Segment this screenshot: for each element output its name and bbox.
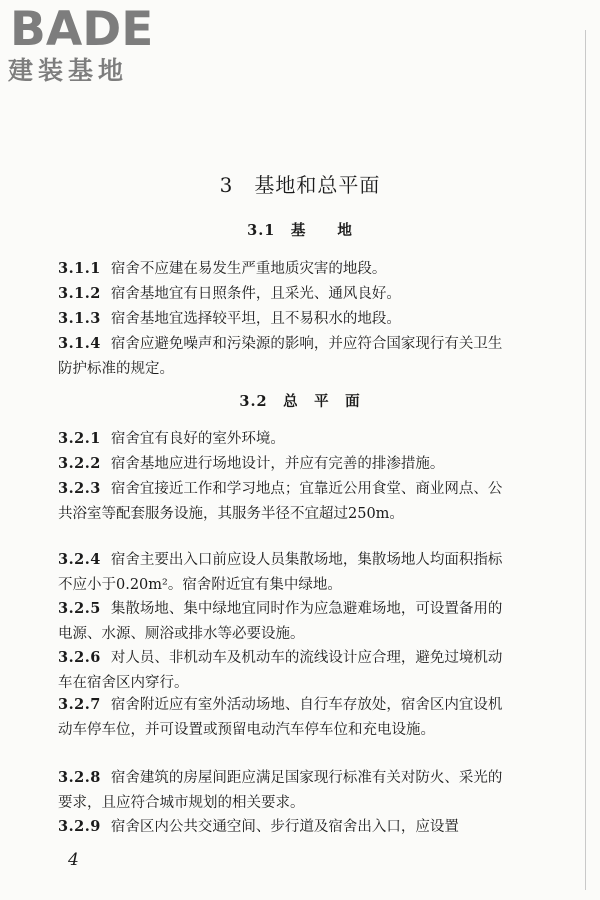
section-title-3-1: 3.1 基 地 [247,222,353,239]
clause-3-1-2 [58,281,512,307]
clause-3-2-3 [58,476,512,527]
clause-3-2-5 [58,596,512,647]
clause-3-2-6 [58,645,512,696]
chapter-title: 3 基地和总平面 [219,173,381,197]
clause-text: 宿舍附近应有室外活动场地、自行车存放处，宿舍区内宜设机动车停车位，并可设置或预留电动汽车停车位和充电设施。 [58,697,503,738]
clause-text: 宿舍基地宜选择较平坦，且不易积水的地段。 [110,311,401,327]
clause-number: 3.2.8 [58,769,101,786]
logo-subtitle: 建装基地 [8,56,129,85]
clause-3-1-3 [58,306,512,332]
clause-number: 3.2.3 [58,480,101,497]
clause-number: 3.2.1 [58,430,101,447]
clause-number: 3.2.2 [58,455,101,472]
clause-text: 宿舍宜接近工作和学习地点；宜靠近公用食堂、商业网点、公共浴室等配套服务设施，其服务半径不宜超过250m。 [58,481,503,522]
clause-3-2-7 [58,692,512,743]
clause-number: 3.1.1 [58,260,101,277]
clause-3-2-8 [58,765,512,816]
clause-text: 宿舍宜有良好的室外环境。 [110,431,285,447]
clause-number: 3.1.4 [58,335,101,352]
clause-number: 3.2.9 [58,818,101,835]
scan-edge-line [585,30,586,890]
clause-3-2-4 [58,547,512,598]
clause-text: 集散场地、集中绿地宜同时作为应急避难场地，可设置备用的电源、水源、厕浴或排水等必要设施。 [58,601,503,642]
clause-text: 宿舍基地应进行场地设计，并应有完善的排渗措施。 [110,456,445,472]
clause-number: 3.1.2 [58,285,101,302]
clause-text: 宿舍应避免噪声和污染源的影响，并应符合国家现行有关卫生防护标准的规定。 [58,336,503,377]
page-number: 4 [68,850,79,870]
clause-3-2-2 [58,451,512,477]
section-title-3-2: 3.2 总 平 面 [239,393,361,410]
clause-text: 宿舍不应建在易发生严重地质灾害的地段。 [110,261,387,277]
clause-text: 宿舍区内公共交通空间、步行道及宿舍出入口，应设置 [110,819,459,835]
clause-number: 3.1.3 [58,310,101,327]
logo [8,2,178,86]
clause-text: 宿舍主要出入口前应设人员集散场地，集散场地人均面积指标不应小于0.20m²。宿舍附近宜有集中绿地。 [58,552,503,593]
logo-mark: BADE [10,2,154,57]
clause-text: 宿舍建筑的房屋间距应满足国家现行标准有关对防火、采光的要求，且应符合城市规划的相关要求。 [58,770,503,811]
clause-3-2-1 [58,426,512,452]
clause-number: 3.2.5 [58,600,101,617]
clause-number: 3.2.4 [58,551,101,568]
clause-text: 对人员、非机动车及机动车的流线设计应合理，避免过境机动车在宿舍区内穿行。 [58,650,503,691]
clause-number: 3.2.6 [58,649,101,666]
clause-text: 宿舍基地宜有日照条件，且采光、通风良好。 [110,286,401,302]
clause-3-2-9 [58,814,512,840]
clause-3-1-4 [58,331,512,382]
clause-3-1-1 [58,256,512,282]
clause-number: 3.2.7 [58,696,101,713]
